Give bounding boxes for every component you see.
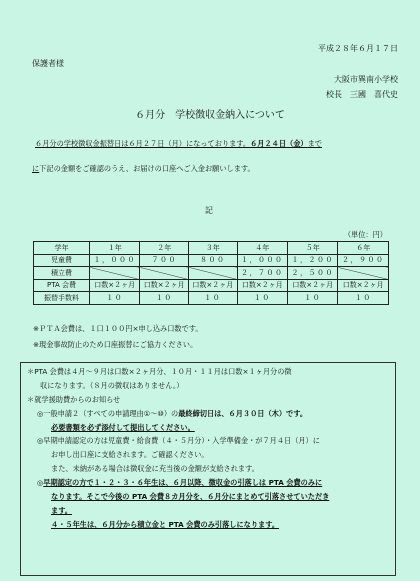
ki-label: 記	[205, 206, 213, 215]
row-label: 児童費	[34, 254, 90, 267]
table-row	[34, 292, 389, 305]
table-cell: １，２００	[288, 254, 338, 267]
table-cell: １，０００	[237, 254, 287, 267]
header-cell: １年	[90, 242, 140, 255]
table-cell: １０	[189, 292, 238, 305]
table-row	[34, 279, 389, 292]
aid-section-title: ＊就学援助費からのお知らせ	[27, 395, 121, 404]
table-cell: 口数×２ヶ月	[338, 279, 389, 292]
general-application-line	[37, 409, 307, 419]
table-cell: ８００	[189, 254, 238, 267]
row-label: PTA 会費	[34, 279, 90, 292]
table-cell: ２，７００	[237, 267, 287, 280]
general-prefix: ◎一般申請２（すべての申請理由①～⑩）の	[37, 409, 179, 418]
table-cell: １０	[237, 292, 287, 305]
table-cell: 口数×２ヶ月	[288, 279, 338, 292]
principal-name: 校長 三國 喜代史	[326, 90, 398, 99]
table-cell: 口数×２ヶ月	[189, 279, 238, 292]
table-cell: 口数×２ヶ月	[140, 279, 189, 292]
early-cert-line-1	[37, 478, 322, 488]
deadline-date: ６月２４日（金）	[250, 139, 308, 148]
intro-text: ６月分の学校徴収金振替日は６月２７日（月）になっております。	[35, 139, 251, 148]
pta-info-line-2: 収になります。（８月の徴収はありません。）	[40, 381, 184, 390]
intro-until: まで	[307, 139, 322, 148]
header-cell: ６年	[338, 242, 389, 255]
empty-cell	[90, 267, 140, 280]
intro-line-1	[35, 139, 322, 149]
table-cell: １０	[140, 292, 189, 305]
table-cell: 口数×２ヶ月	[237, 279, 287, 292]
early-line-3: また、未納がある場合は徴収金に充当後の金額が支給されます。	[51, 464, 259, 473]
general-docs: 必要書類を必ず添付して提出してください。	[51, 423, 195, 432]
date: 平成２８年６月１７日	[318, 44, 398, 53]
pta-info-line-1: ＊PTA 会費は４月～９月は口数×２ヶ月分、１０月・１１月は口数×１ヶ月分の徴	[27, 367, 292, 376]
table-cell: ７００	[140, 254, 189, 267]
table-cell: ２，５００	[288, 267, 338, 280]
theft-note: ※現金事故防止のため口座振替にご協力ください。	[33, 340, 198, 349]
early-cert-prefix: ◎	[37, 478, 44, 487]
intro-request: 下記の金額をご確認のうえ、お届けの口座へご入金お願いします。	[39, 164, 255, 173]
fee-table	[33, 241, 389, 305]
early-cert-text: 早期認定の方で１・２・３・６年生は、６月以降、徴収金の引落しは PTA 会費のみに	[43, 478, 323, 487]
table-row	[34, 267, 389, 280]
table-cell: １０	[338, 292, 389, 305]
pta-note: ※ＰＴＡ会費は、１口１００円×申し込み口数です。	[33, 324, 203, 333]
intro-line-2	[32, 164, 255, 174]
table-cell: １，０００	[90, 254, 140, 267]
header-cell: ２年	[140, 242, 189, 255]
page-title: ６月分 学校徴収金納入について	[135, 110, 285, 121]
row-label: 積立費	[34, 267, 90, 280]
intro-ni: に	[32, 164, 40, 173]
table-row	[34, 254, 389, 267]
table-cell: 口数×２ヶ月	[90, 279, 140, 292]
empty-cell	[338, 267, 389, 280]
unit-label: （単位：円）	[343, 230, 387, 239]
recipient: 保護者様	[32, 59, 64, 68]
empty-cell	[189, 267, 238, 280]
table-cell: １０	[90, 292, 140, 305]
row-label: 振替手数料	[34, 292, 90, 305]
early-line-1: ◎早期申請認定の方は児童費・給食費（４・５月分）・入学準備金・が７月４日（月）に	[37, 436, 320, 445]
school-name: 大阪市巽南小学校	[334, 75, 398, 84]
early-cert-line-3: ます。	[51, 506, 72, 515]
table-cell: ２，９００	[338, 254, 389, 267]
header-cell: ５年	[288, 242, 338, 255]
empty-cell	[140, 267, 189, 280]
general-deadline: 最終締切日は、６月３０日（木）です。	[178, 409, 308, 418]
table-header-row	[34, 242, 389, 255]
early-cert-line-4: ４・５年生は、６月分から積立金と PTA 会費のみ引落しになります。	[51, 520, 280, 529]
header-cell: 学年	[34, 242, 90, 255]
table-cell: １０	[288, 292, 338, 305]
early-line-2: お申し出口座に支給されます。ご確認ください。	[51, 450, 209, 459]
header-cell: ３年	[189, 242, 238, 255]
header-cell: ４年	[237, 242, 287, 255]
early-cert-line-2: なります。そこで今後の PTA 会費８カ月分を、６月分にまとめて引落させていただき	[51, 492, 330, 501]
